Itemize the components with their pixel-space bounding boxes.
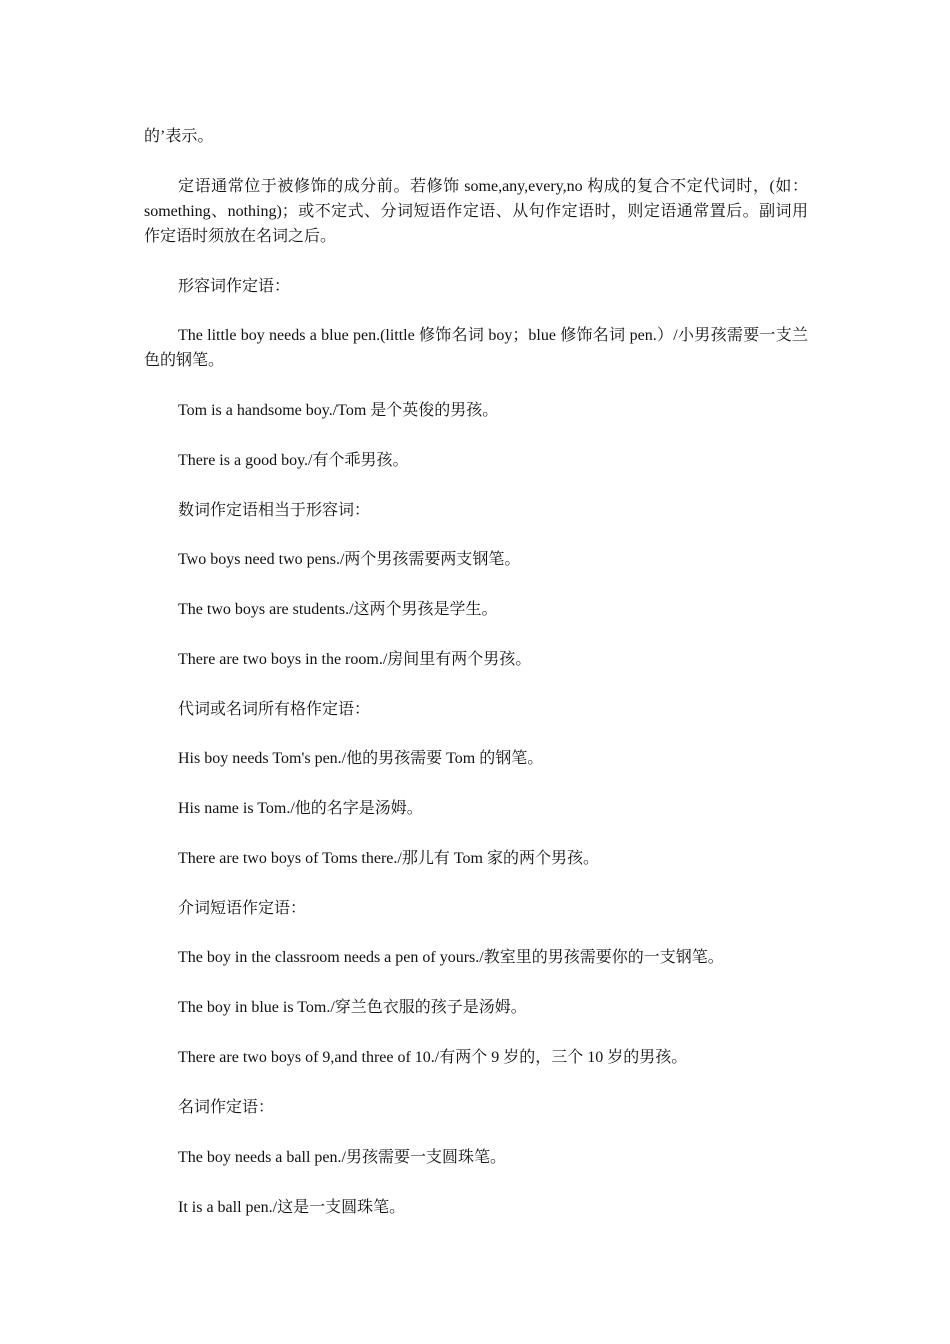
heading-possessive-attributive: 代词或名词所有格作定语： — [178, 701, 371, 718]
example-handsome-boy: Tom is a handsome boy./Tom 是个英俊的男孩。 — [178, 402, 499, 419]
example-boy-ball-pen: The boy needs a ball pen./男孩需要一支圆珠笔。 — [178, 1149, 506, 1166]
example-little-boy: The little boy needs a blue pen.(little 修饰名词 boy；blue 修饰名词 pen.）/小男孩需要一支兰色的钢笔。 — [144, 327, 808, 369]
example-two-boys-students: The two boys are students./这两个男孩是学生。 — [178, 601, 498, 618]
example-boys-of-toms: There are two boys of Toms there./那儿有 Tom 家的两个男孩。 — [178, 850, 599, 867]
example-good-boy: There is a good boy./有个乖男孩。 — [178, 452, 409, 469]
example-boys-of-nine: There are two boys of 9,and three of 10./有两个 9 岁的，三个 10 岁的男孩。 — [178, 1049, 688, 1066]
paragraph-attributive-position-rule: 定语通常位于被修饰的成分前。若修饰 some,any,every,no 构成的复合不定代词时，(如：something、nothing)；或不定式、分词短语作定语、从句作定语时，则定语通常置后。副词用作定语时须放在名词之后。 — [144, 178, 808, 245]
example-boy-in-classroom: The boy in the classroom needs a pen of yours./教室里的男孩需要你的一支钢笔。 — [178, 949, 724, 966]
paragraph-continuation: 的’表示。 — [144, 128, 214, 145]
heading-noun-attributive: 名词作定语： — [178, 1099, 275, 1116]
example-two-boys-room: There are two boys in the room./房间里有两个男孩。 — [178, 651, 532, 668]
example-boy-in-blue: The boy in blue is Tom./穿兰色衣服的孩子是汤姆。 — [178, 999, 527, 1016]
example-his-name: His name is Tom./他的名字是汤姆。 — [178, 800, 423, 817]
example-it-is-ball-pen: It is a ball pen./这是一支圆珠笔。 — [178, 1199, 406, 1216]
example-toms-pen: His boy needs Tom's pen./他的男孩需要 Tom 的钢笔。 — [178, 750, 544, 767]
heading-prepositional-attributive: 介词短语作定语： — [178, 900, 307, 917]
example-two-boys-pens: Two boys need two pens./两个男孩需要两支钢笔。 — [178, 551, 521, 568]
heading-numeral-attributive: 数词作定语相当于形容词： — [178, 502, 371, 519]
heading-adjective-attributive: 形容词作定语： — [178, 278, 291, 295]
